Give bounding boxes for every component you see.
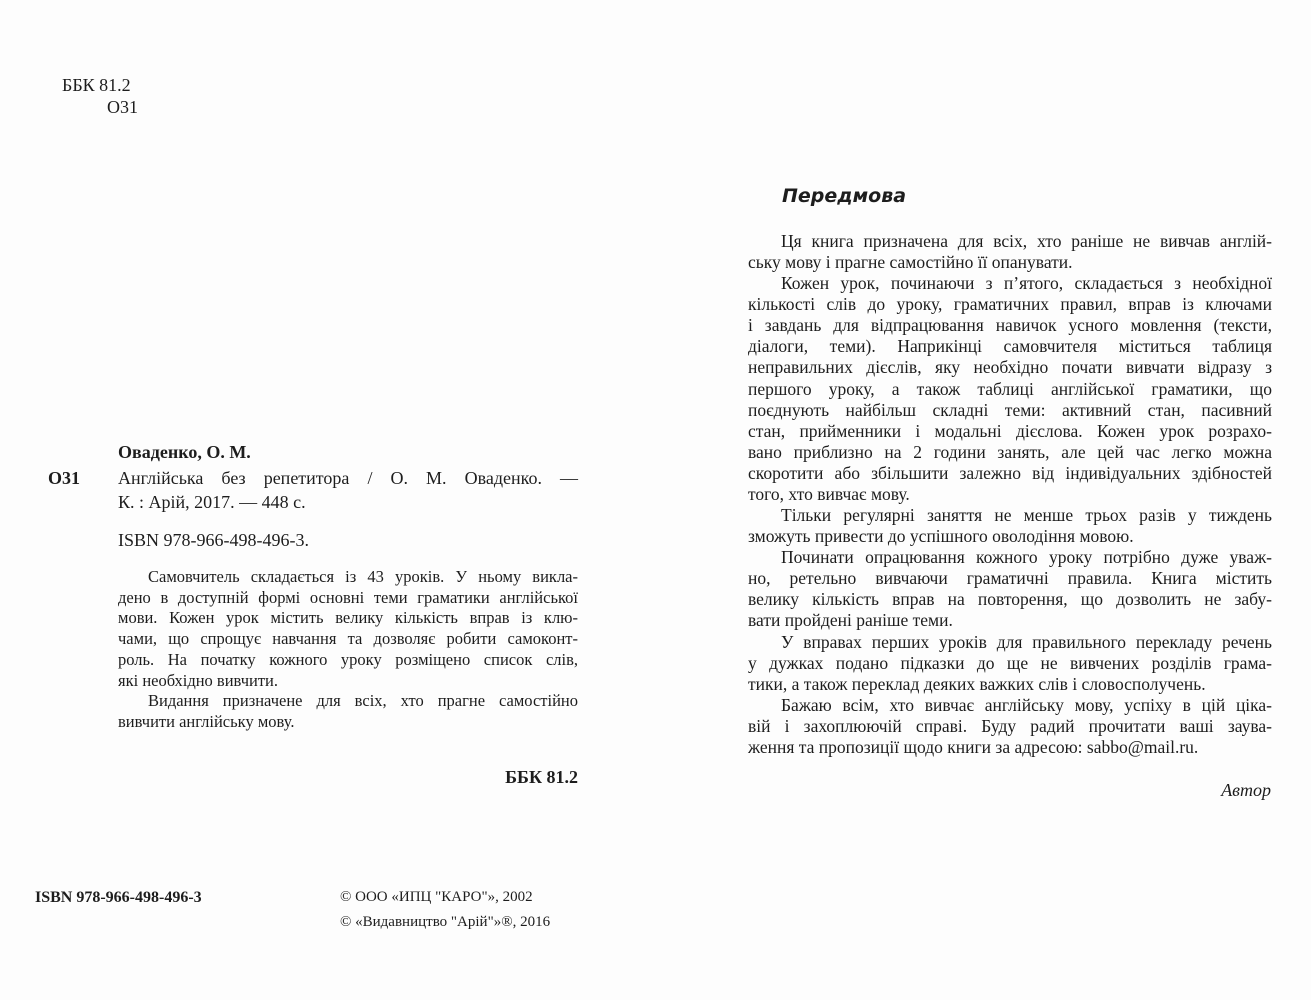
text-line: Кожен урок, починаючи з п’ятого, складається з необхідної — [781, 273, 1272, 294]
preface-signature: Автор — [1221, 780, 1271, 800]
text-line: ську мову і прагне самостійно її опанувати. — [748, 252, 1073, 273]
text-line: вати пройдені раніше теми. — [748, 610, 953, 631]
text-line: того, хто вивчає мову. — [748, 483, 910, 504]
title-line: Англійська без репетитора / О. М. Оваденко. — — [118, 468, 578, 488]
text-line: і завдань для відпрацювання навичок усного мовлення (тексти, — [748, 315, 1272, 336]
author-mark-bold: О31 — [48, 468, 81, 488]
text-line: вивчити англійську мову. — [118, 711, 295, 731]
bbk-bottom: ББК 81.2 — [505, 767, 578, 787]
text-line: зможуть привести до успішного оволодіння мовою. — [748, 526, 1134, 547]
text-line: мови. Кожен урок містить велику кількість вправ із клю- — [118, 608, 578, 628]
imprint-line: К. : Арій, 2017. — 448 с. — [118, 492, 306, 512]
text-line: скоротити або збільшити залежно від індивідуальних здібностей — [748, 462, 1272, 483]
author-name: Оваденко, О. М. — [118, 442, 251, 462]
text-line: Починати опрацювання кожного уроку потрібно дуже уваж- — [781, 547, 1272, 568]
isbn-line: ISBN 978-966-498-496-3. — [118, 530, 309, 550]
right-page — [655, 0, 1311, 1000]
author-mark: О31 — [107, 97, 138, 117]
text-line: кількості слів до уроку, граматичних правил, вправ із ключами — [748, 294, 1272, 315]
preface-heading: Передмова — [782, 185, 907, 207]
copyright-karo: © ООО «ИПЦ "КАРО"», 2002 — [340, 889, 533, 905]
text-line: Видання призначене для всіх, хто прагне самостійно — [148, 691, 578, 711]
text-line: тики, а також переклад деяких важких слів і словосполучень. — [748, 673, 1206, 694]
isbn-bottom: ISBN 978-966-498-496-3 — [35, 889, 202, 906]
left-page — [0, 0, 655, 1000]
text-line: вій і захоплюючій справі. Буду радий прочитати ваші заува- — [748, 715, 1272, 736]
text-line: які необхідно вивчити. — [118, 670, 278, 690]
text-line: дено в доступній формі основні теми граматики англійської — [118, 587, 578, 607]
copyright-ariy: © «Видавництво "Арій"»®, 2016 — [340, 914, 551, 930]
text-line: роль. На початку кожного уроку розміщено список слів, — [118, 649, 578, 669]
text-line: ження та пропозиції щодо книги за адресою: sabbo@mail.ru. — [748, 736, 1199, 757]
text-line: діалоги, теми). Наприкінці самовчителя міститься таблиця — [748, 336, 1272, 357]
bbk-code: ББК 81.2 — [62, 75, 131, 95]
text-line: Тільки регулярні заняття не менше трьох разів у тиждень — [781, 505, 1272, 526]
text-line: поєднують найбільш складні теми: активний стан, пасивний — [748, 399, 1272, 420]
text-line: У вправах перших уроків для правильного перекладу речень — [781, 631, 1272, 652]
text-line: но, ретельно вивчаючи граматичні правила. Книга містить — [748, 568, 1272, 589]
text-line: велику кількість вправ на повторення, що дозволить не забу- — [748, 589, 1272, 610]
text-line: стан, прийменники і модальні дієслова. Кожен урок розрахо- — [748, 420, 1272, 441]
text-line: Бажаю всім, хто вивчає англійську мову, успіху в цій ціка- — [781, 694, 1272, 715]
text-line: неправильних дієслів, яку необхідно почати вивчати відразу з — [748, 357, 1272, 378]
text-line: Ця книга призначена для всіх, хто раніше не вивчав англій- — [781, 231, 1272, 251]
text-line: Самовчитель складається із 43 уроків. У ньому викла- — [148, 567, 578, 586]
text-line: вано приблизно на 2 години занять, але цей час легко можна — [748, 441, 1272, 462]
text-line: чами, що спрощує навчання та дозволяє робити самоконт- — [118, 629, 578, 649]
text-line: першого уроку, а також таблиці англійської граматики, що — [748, 378, 1272, 399]
text-line: у дужках подано підказки до ще не вивчених розділів грама- — [748, 652, 1272, 673]
